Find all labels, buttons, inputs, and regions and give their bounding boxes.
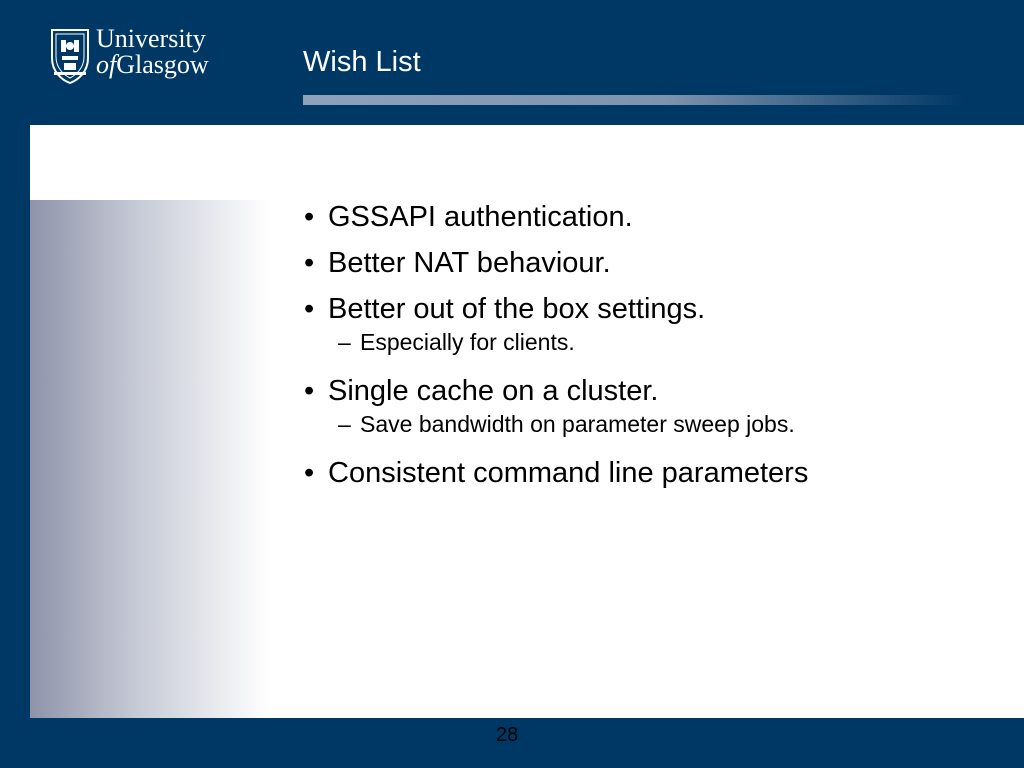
bullet-text: GSSAPI authentication.: [328, 201, 633, 233]
title-underline-bar: [303, 95, 963, 105]
sub-bullet-text: Especially for clients.: [360, 329, 575, 355]
bullet-marker: •: [304, 293, 315, 325]
logo-of-text: of: [96, 50, 117, 79]
sub-bullet-text: Save bandwidth on parameter sweep jobs.: [360, 411, 795, 437]
crest-icon: [50, 28, 90, 84]
slide-title: Wish List: [303, 46, 421, 78]
sub-bullet-marker: –: [338, 329, 351, 355]
bullet-item: [300, 243, 1000, 283]
slide-content-area: [30, 125, 1024, 718]
side-gradient-panel: [30, 200, 270, 718]
logo-glasgow-word: Glasgow: [116, 50, 209, 79]
page-number: 28: [496, 724, 519, 746]
bullet-item: [300, 371, 1000, 411]
logo-university-text: University: [96, 24, 206, 53]
bullet-item: [300, 289, 1000, 329]
sub-bullet-marker: –: [338, 411, 351, 437]
bullet-marker: •: [304, 375, 315, 407]
bullet-item: [300, 197, 1000, 237]
logo-glasgow-text: [96, 50, 209, 80]
bullet-marker: •: [304, 247, 315, 279]
bullet-item: [300, 453, 1000, 493]
sub-bullet-item: [300, 327, 1000, 357]
bullet-text: Better out of the box settings.: [328, 293, 706, 325]
sub-bullet-item: [300, 409, 1000, 439]
bullet-text: Consistent command line parameters: [328, 457, 809, 489]
bullet-list: [300, 197, 1000, 499]
bullet-marker: •: [304, 457, 315, 489]
bullet-marker: •: [304, 201, 315, 233]
bullet-text: Single cache on a cluster.: [328, 375, 659, 407]
bullet-text: Better NAT behaviour.: [328, 247, 611, 279]
university-of-glasgow-logo: [50, 24, 225, 86]
